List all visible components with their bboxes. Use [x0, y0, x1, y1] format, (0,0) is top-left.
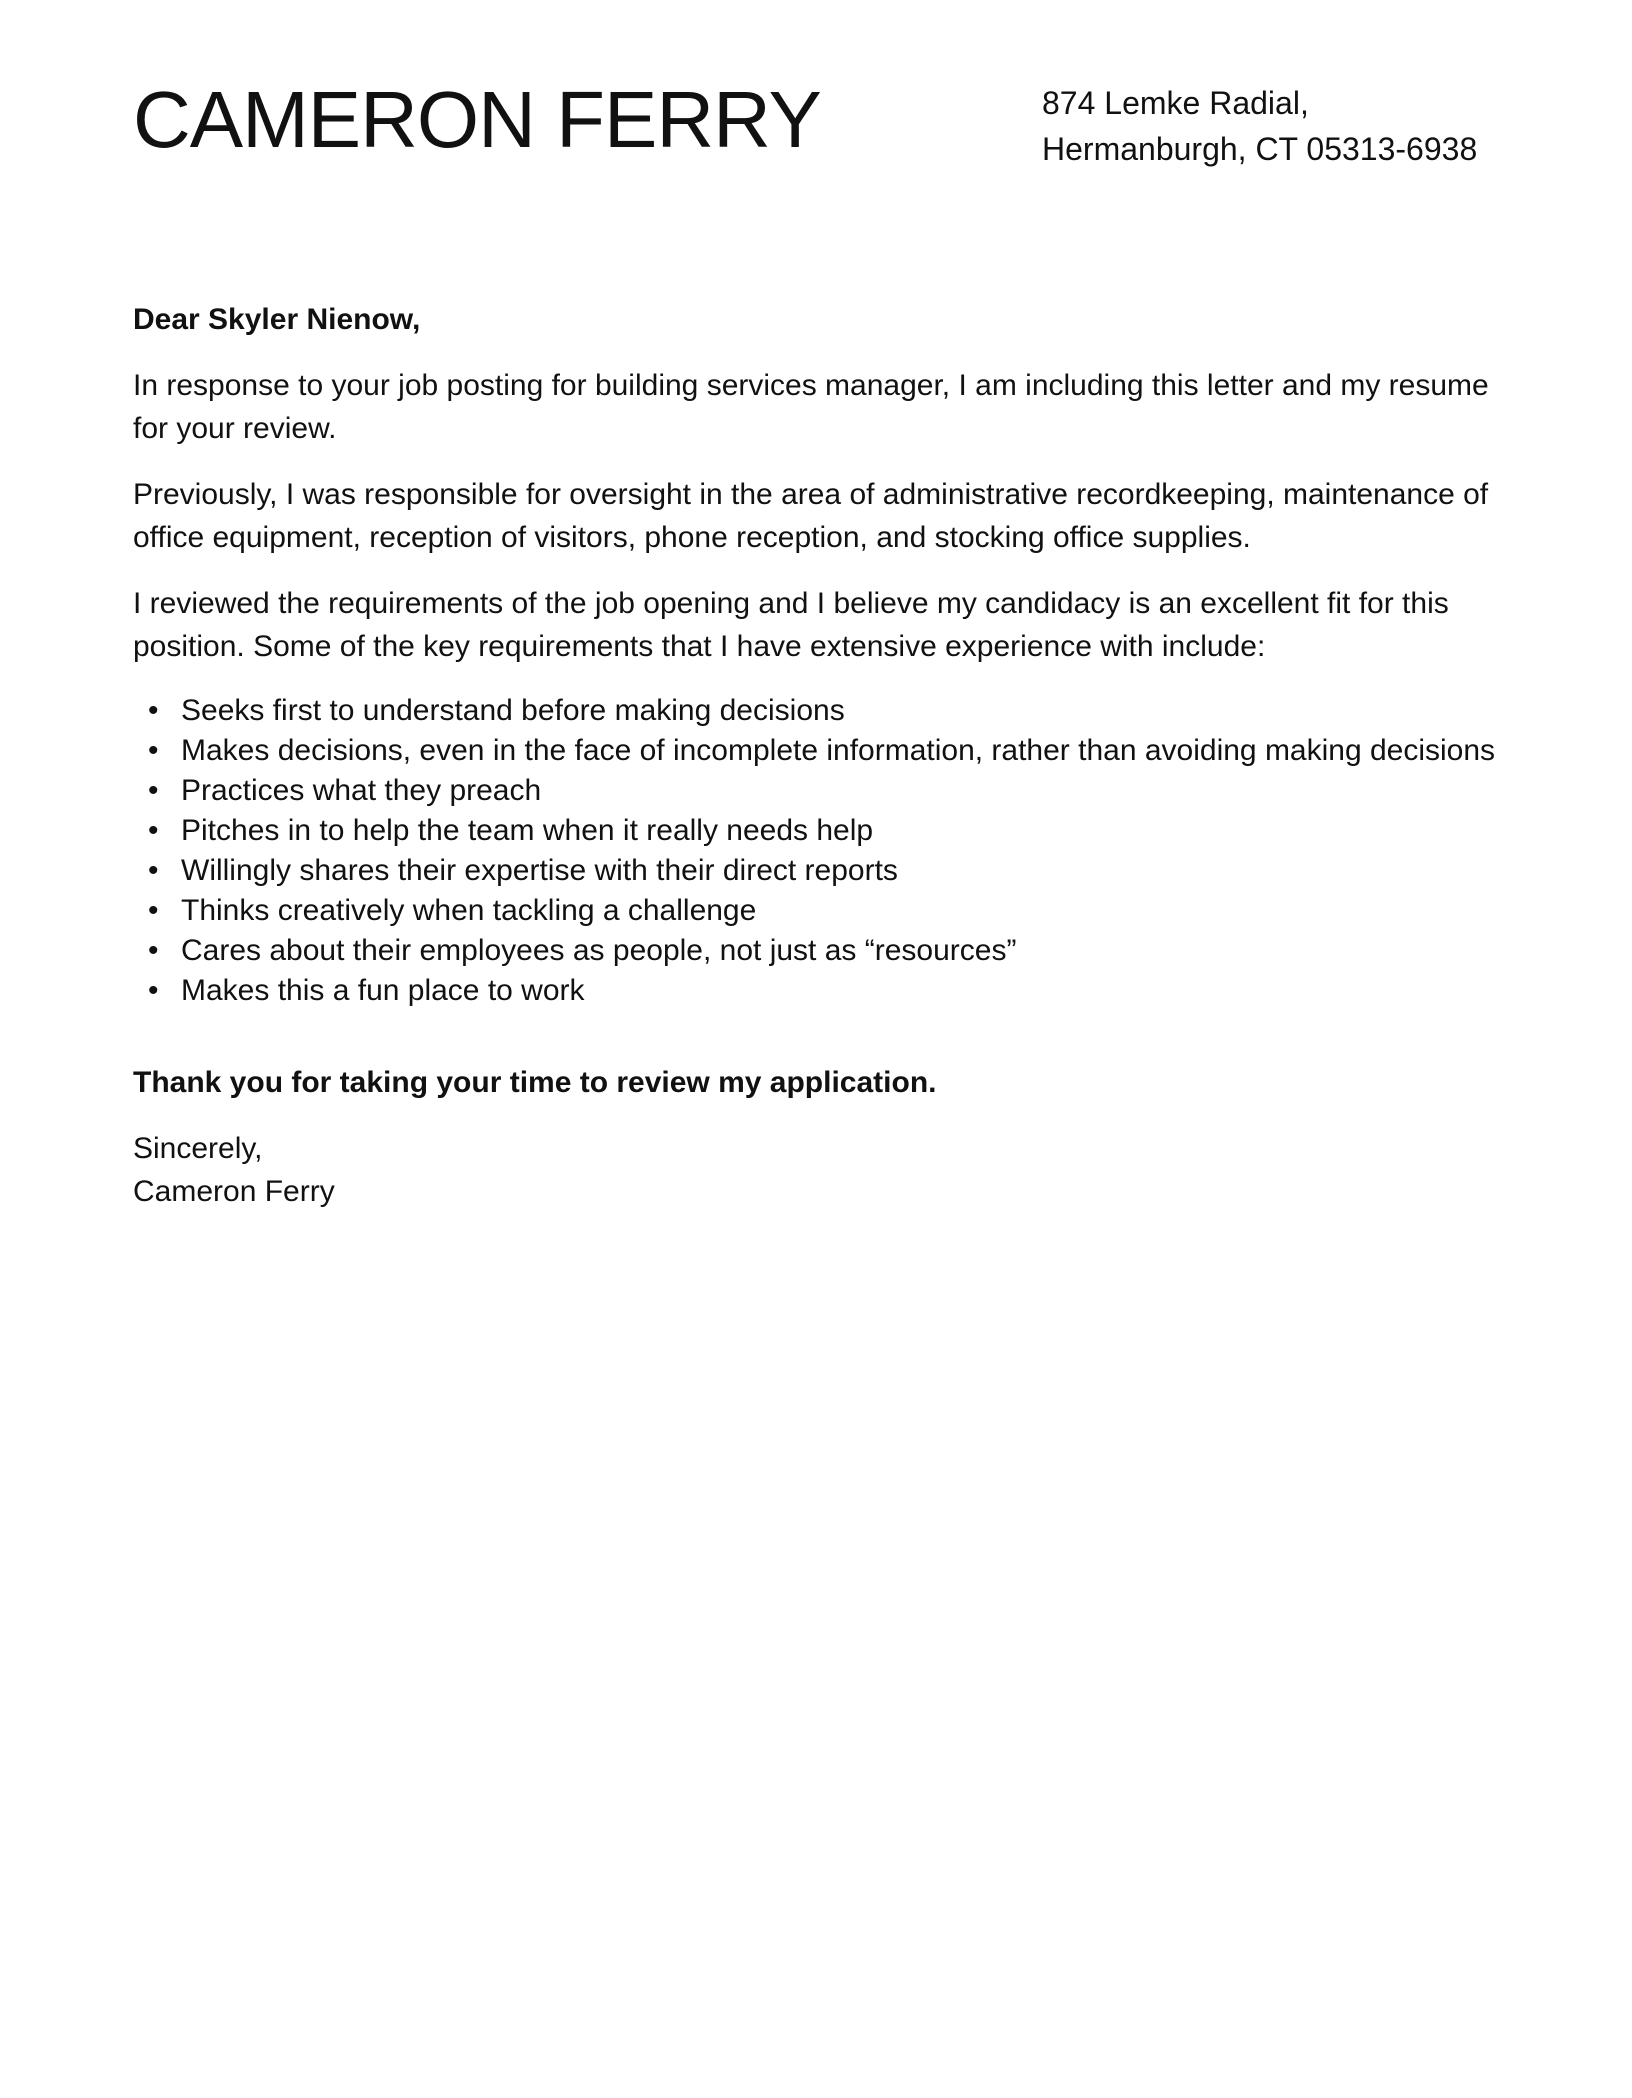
bullet-icon: • — [148, 814, 159, 847]
signoff-block — [133, 1127, 1503, 1213]
letter-body — [133, 298, 1503, 1213]
paragraph-experience: Previously, I was responsible for oversight in the area of administrative recordkeeping, maintenance of office equipment, reception of visitors, phone reception, and stocking office supplies. — [133, 478, 1489, 554]
bullet-icon: • — [148, 854, 159, 887]
salutation: Dear Skyler Nienow, — [133, 303, 421, 336]
list-item-text: Practices what they preach — [181, 774, 542, 807]
address-line-2: Hermanburgh, CT 05313-6938 — [1042, 131, 1478, 167]
closing-thanks: Thank you for taking your time to review my application. — [133, 1066, 937, 1099]
list-item-text: Makes decisions, even in the face of incomplete information, rather than avoiding making decisions — [181, 734, 1496, 767]
bullet-icon: • — [148, 694, 159, 727]
list-item — [148, 931, 1503, 971]
list-item-text: Thinks creatively when tackling a challenge — [181, 894, 757, 927]
list-item — [148, 811, 1503, 851]
list-item — [148, 771, 1503, 811]
list-item — [148, 971, 1503, 1011]
bullet-icon: • — [148, 894, 159, 927]
list-item-text: Pitches in to help the team when it really needs help — [181, 814, 874, 847]
signoff: Sincerely, — [133, 1132, 263, 1165]
requirements-list — [133, 691, 1503, 1011]
bullet-icon: • — [148, 974, 159, 1007]
list-item — [148, 851, 1503, 891]
list-item — [148, 731, 1503, 771]
paragraph-requirements: I reviewed the requirements of the job opening and I believe my candidacy is an excellent fit for this position. Some of the key requirements that I have extensive experience with include: — [133, 587, 1449, 663]
applicant-name: CAMERON FERRY — [133, 75, 821, 164]
list-item-text: Willingly shares their expertise with their direct reports — [181, 854, 898, 887]
list-item — [148, 691, 1503, 731]
applicant-address — [1042, 80, 1477, 172]
signature-name: Cameron Ferry — [133, 1175, 335, 1208]
list-item-text: Makes this a fun place to work — [181, 974, 585, 1007]
list-item-text: Cares about their employees as people, not just as “resources” — [181, 934, 1017, 967]
bullet-icon: • — [148, 734, 159, 767]
bullet-icon: • — [148, 774, 159, 807]
list-item-text: Seeks first to understand before making decisions — [181, 694, 845, 727]
list-item — [148, 891, 1503, 931]
paragraph-intro: In response to your job posting for building services manager, I am including this letter and my resume for your review. — [133, 369, 1489, 445]
address-line-1: 874 Lemke Radial, — [1042, 85, 1309, 121]
bullet-icon: • — [148, 934, 159, 967]
